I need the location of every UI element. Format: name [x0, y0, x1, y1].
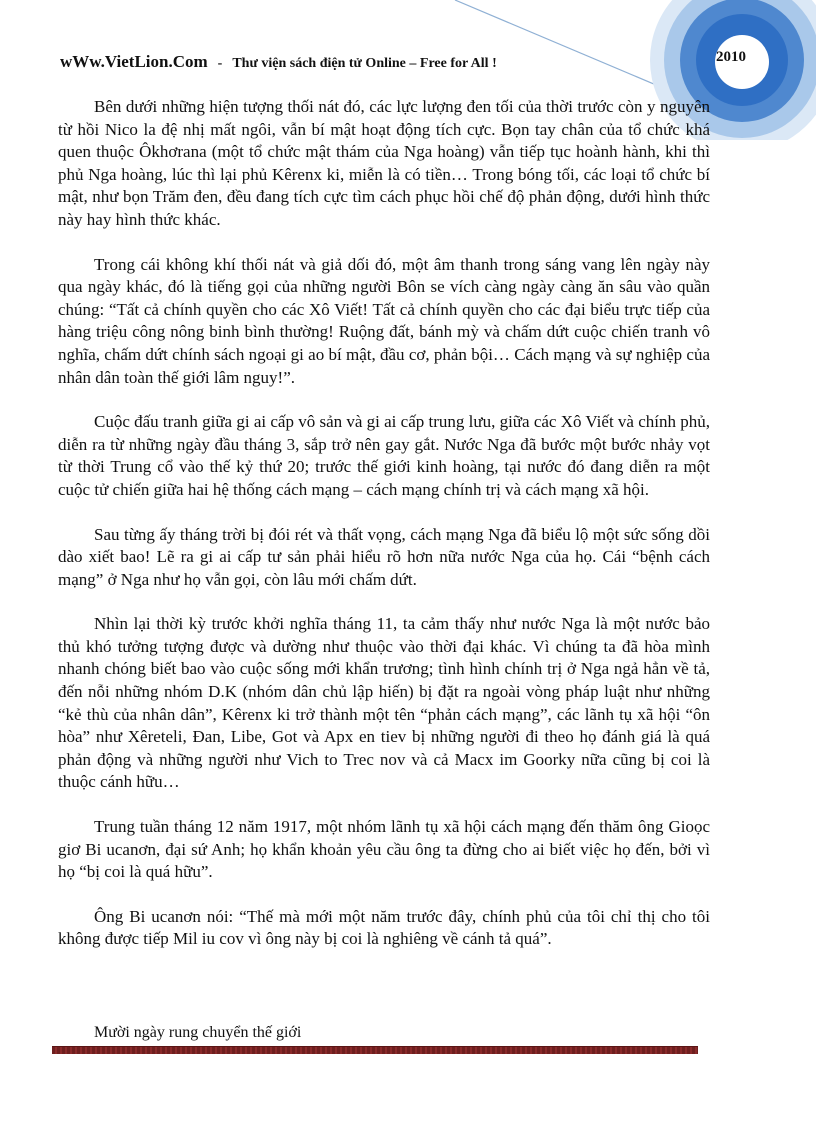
- paragraph: Ông Bi ucanơn nói: “Thế mà mới một năm trước đây, chính phủ của tôi chỉ thị cho tôi không được tiếp Mil iu cov vì ông này bị coi là nghiêng về cánh tả quá”.: [58, 906, 710, 949]
- paragraph: Sau từng ấy tháng trời bị đói rét và thất vọng, cách mạng Nga đã biểu lộ một sức sống dồi dào xiết bao! Lẽ ra gi ai cấp tư sản phải hiểu rõ hơn nữa nước Nga của họ. Cái “bệnh cách mạng” ở Nga như họ vẫn gọi, còn lâu mới chấm dứt.: [58, 524, 710, 589]
- paragraph: Nhìn lại thời kỳ trước khởi nghĩa tháng 11, ta cảm thấy như nước Nga là một nước bảo thủ khó tưởng tượng được và dường như thuộc vào thời đại khác. Vì chúng ta đã hòa mình nhanh chóng biết bao vào cuộc sống mới khẩn trương; tình hình chính trị ở Nga ngả hẳn về tả, đến nỗi những nhóm D.K (nhóm dân chủ lập hiến) bị đặt ra ngoài vòng pháp luật như những “kẻ thù của nhân dân”, Kêrenx ki trở thành một tên “phản cách mạng”, các lãnh tụ xã hội “ôn hòa” như Xêreteli, Đan, Libe, Got và Apx en tiev bị những người đi theo họ đánh giá là quá phản động và những người như Vich to Trec nov và cả Macx im Goorky nữa cũng bị coi là thuộc cánh hữu…: [58, 614, 710, 792]
- paragraph: Bên dưới những hiện tượng thối nát đó, các lực lượng đen tối của thời trước còn y nguyên từ hồi Nico la đệ nhị mất ngôi, vẫn bí mật hoạt động tích cực. Bọn tay chân của tổ chức khá quen thuộc Ôkhơrana (một tổ chức mật thám của Nga hoàng) vẫn tiếp tục hoành hành, khi thì phủ Nga hoàng, lúc thì lại phủ Kêrenx ki, miễn là có tiền… Trong bóng tối, các loại tổ chức bí mật, như bọn Trăm đen, đều đang tích cực tìm cách phục hồi chế độ phản động, dưới hình thức này hay hình thức khác.: [58, 97, 710, 229]
- footer-divider: [52, 1046, 698, 1054]
- paragraph: Trong cái không khí thối nát và giả dối đó, một âm thanh trong sáng vang lên ngày này qua ngày khác, đó là tiếng gọi của những người Bôn se vích càng ngày càng ăn sâu vào quần chúng: “Tất cả chính quyền cho các Xô Viết! Tất cả chính quyền cho các đại biểu trực tiếp của hàng triệu công nông binh bình thường! Ruộng đất, bánh mỳ và chấm dứt cuộc chiến tranh vô nghĩa, chấm dứt chính sách ngoại gi ao bí mật, đầu cơ, phản bội… Cách mạng và sự nghiệp của nhân dân toàn thế giới lâm nguy!”.: [58, 254, 710, 387]
- site-name-link[interactable]: wWw.VietLion.Com: [60, 52, 208, 71]
- paragraph: Trung tuần tháng 12 năm 1917, một nhóm lãnh tụ xã hội cách mạng đến thăm ông Gioọc giơ Bi ucanơn, đại sứ Anh; họ khẩn khoản yêu cầu ông ta đừng cho ai biết việc họ đến, bởi vì họ “bị coi là quá hữu”.: [58, 817, 710, 882]
- site-header: [60, 52, 497, 72]
- header-separator: -: [217, 56, 223, 71]
- paragraph: Cuộc đấu tranh giữa gi ai cấp vô sản và gi ai cấp trung lưu, giữa các Xô Viết và chính phủ, diễn ra từ những ngày đầu tháng 3, sắp trở nên gay gắt. Nước Nga đã bước một bước nhảy vọt từ thời Trung cổ vào thế kỷ thứ 20; trước thế giới kinh hoàng, tại nước đó đang diễn ra một cuộc tử chiến giữa hai hệ thống cách mạng – cách mạng chính trị và cách mạng xã hội.: [58, 412, 710, 499]
- footer-book-title: Mười ngày rung chuyển thế giới: [94, 1024, 302, 1041]
- year-badge: 2010: [716, 49, 746, 65]
- document-body: [58, 96, 710, 973]
- site-tagline: Thư viện sách điện tử Online – Free for All !: [232, 56, 497, 71]
